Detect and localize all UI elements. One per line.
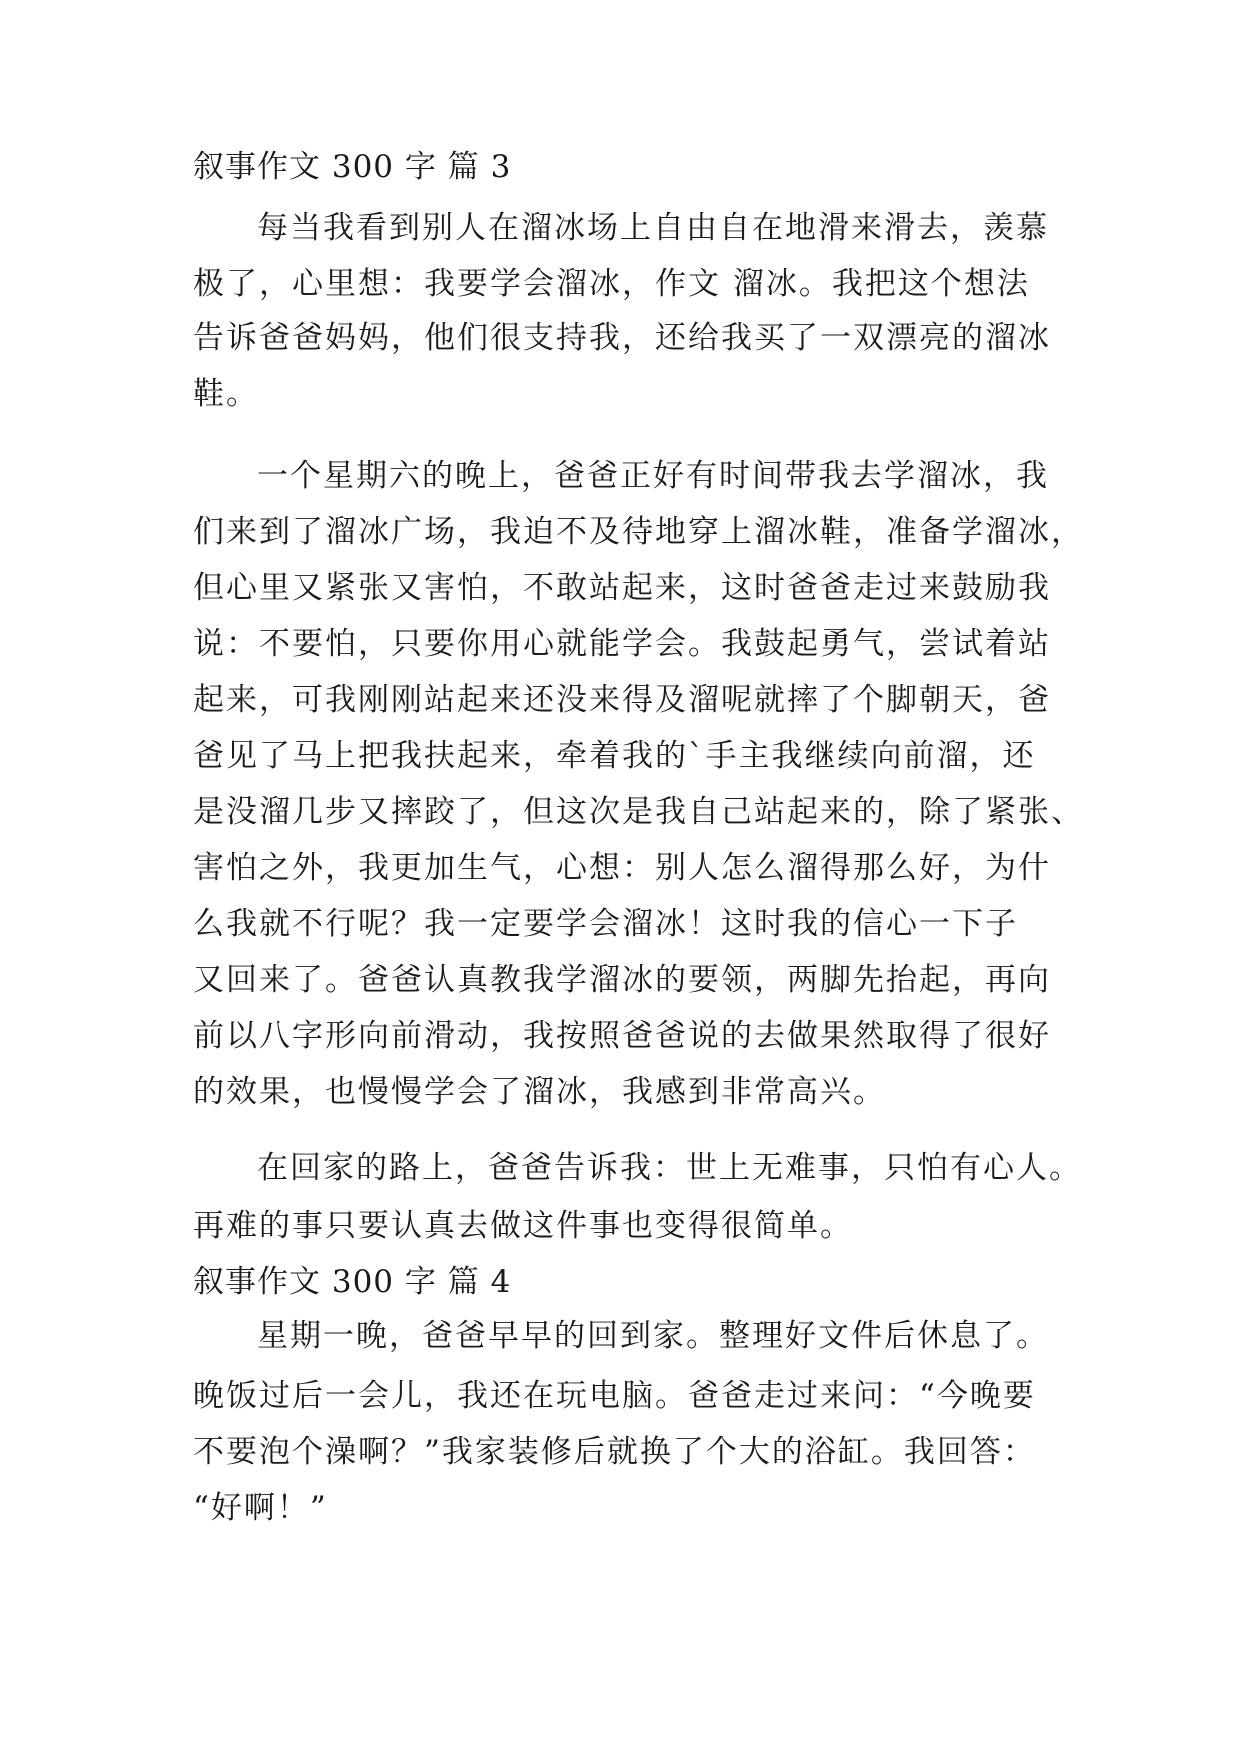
section-heading: 叙事作文 300 字 篇 4 bbox=[193, 1264, 512, 1300]
paragraph-line: “好啊！” bbox=[193, 1490, 328, 1526]
paragraph-line: 一个星期六的晚上，爸爸正好有时间带我去学溜冰，我 bbox=[257, 458, 1049, 494]
paragraph-line: 么我就不行呢？我一定要学会溜冰！这时我的信心一下子 bbox=[193, 906, 1018, 942]
paragraph-line: 但心里又紧张又害怕，不敢站起来，这时爸爸走过来鼓励我 bbox=[193, 570, 1051, 606]
paragraph-line: 起来，可我刚刚站起来还没来得及溜呢就摔了个脚朝天，爸 bbox=[193, 682, 1051, 718]
paragraph-line: 晚饭过后一会儿，我还在玩电脑。爸爸走过来问：“今晚要 bbox=[193, 1378, 1036, 1414]
paragraph-line: 爸见了马上把我扶起来，牵着我的`手主我继续向前溜，还 bbox=[193, 738, 1036, 774]
paragraph-line: 说：不要怕，只要你用心就能学会。我鼓起勇气，尝试着站 bbox=[193, 626, 1051, 662]
paragraph-line: 极了，心里想：我要学会溜冰，作文 溜冰。我把这个想法 bbox=[193, 266, 1030, 302]
paragraph-line: 每当我看到别人在溜冰场上自由自在地滑来滑去，羡慕 bbox=[257, 210, 1049, 246]
paragraph-line: 是没溜几步又摔跤了，但这次是我自己站起来的，除了紧张、 bbox=[193, 794, 1084, 830]
paragraph-line: 星期一晚，爸爸早早的回到家。整理好文件后休息了。 bbox=[257, 1318, 1049, 1354]
paragraph-line: 们来到了溜冰广场，我迫不及待地穿上溜冰鞋，准备学溜冰， bbox=[193, 514, 1084, 550]
paragraph-line: 再难的事只要认真去做这件事也变得很简单。 bbox=[193, 1208, 853, 1244]
paragraph-line: 不要泡个澡啊？”我家装修后就换了个大的浴缸。我回答： bbox=[193, 1434, 1036, 1470]
paragraph-line: 前以八字形向前滑动，我按照爸爸说的去做果然取得了很好 bbox=[193, 1018, 1051, 1054]
paragraph-line: 的效果，也慢慢学会了溜冰，我感到非常高兴。 bbox=[193, 1074, 886, 1110]
paragraph-line: 在回家的路上，爸爸告诉我：世上无难事，只怕有心人。 bbox=[257, 1150, 1082, 1186]
paragraph-line: 告诉爸爸妈妈，他们很支持我，还给我买了一双漂亮的溜冰 bbox=[193, 320, 1051, 356]
paragraph-line: 又回来了。爸爸认真教我学溜冰的要领，两脚先抬起，再向 bbox=[193, 962, 1051, 998]
paragraph-line: 害怕之外，我更加生气，心想：别人怎么溜得那么好，为什 bbox=[193, 850, 1051, 886]
paragraph-line: 鞋。 bbox=[193, 376, 259, 412]
section-heading: 叙事作文 300 字 篇 3 bbox=[193, 149, 512, 185]
